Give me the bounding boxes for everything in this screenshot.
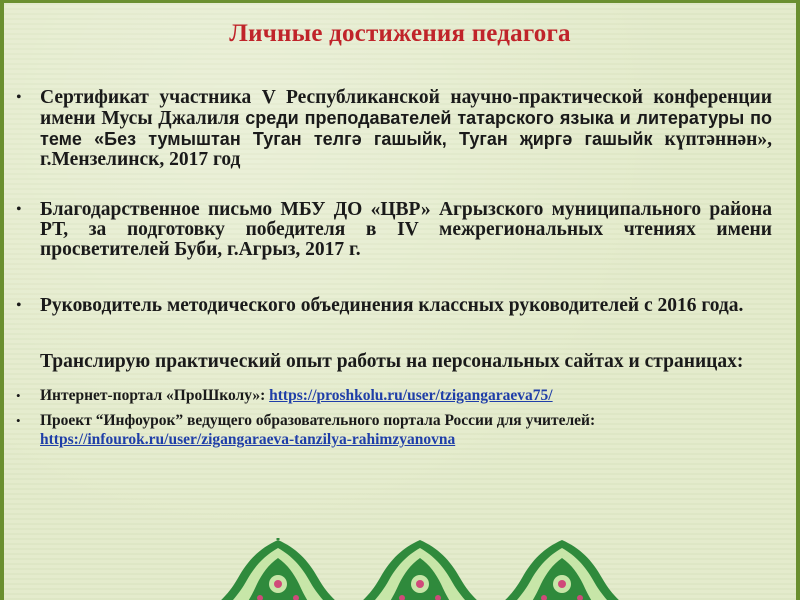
- list-item-text: Благодарственное письмо МБУ ДО «ЦВР» Агрызского муниципального района РТ, за подготовку победителя в IV межрегиональных чтениях имени просветителей Буби, г.Агрыз, 2017 г.: [40, 199, 772, 260]
- bullet-icon: •: [16, 297, 22, 314]
- floral-ornament-icon: [208, 538, 348, 600]
- link-label: Проект “Инфоурок” ведущего образовательного портала России для учителей:: [40, 412, 596, 429]
- bullet-icon: •: [16, 413, 21, 428]
- list-item-link-proshkolu: [14, 386, 772, 405]
- bullet-icon: •: [16, 201, 22, 218]
- list-item-text: Руководитель методического объединения классных руководителей с 2016 года.: [40, 295, 744, 316]
- certificate-text-part1: Сертификат участника V Республиканской научно-практической конференции имени Мусы Джалиля: [40, 87, 772, 129]
- infourok-link[interactable]: https://infourok.ru/user/zigangaraeva-tanzilya-rahimzyanovna: [40, 431, 456, 448]
- certificate-text-part3: күптәннән», г.Мензелинск, 2017 год: [40, 129, 772, 170]
- bullet-icon: •: [16, 89, 22, 106]
- ornament-row: [0, 538, 800, 600]
- list-item-experience: [14, 352, 772, 372]
- list-item-text: Транслирую практический опыт работы на персональных сайтах и страницах:: [40, 351, 744, 372]
- list-item-certificate: [14, 88, 772, 170]
- list-item-gratitude-letter: [14, 200, 772, 260]
- bullet-icon: •: [16, 388, 21, 403]
- list-item-text: [40, 88, 772, 170]
- certificate-text-part2: среди преподавателей татарского языка и литературы по теме «Без тумыштан Туган телгә гашыйк, Туган җиргә гашыйк: [40, 108, 772, 149]
- floral-ornament-icon: [350, 538, 490, 600]
- slide-title: Личные достижения педагога: [229, 20, 571, 47]
- list-item-leader: [14, 296, 772, 316]
- proshkolu-link[interactable]: https://proshkolu.ru/user/tzigangaraeva75/: [269, 387, 553, 404]
- list-item-text: [40, 386, 772, 405]
- floral-ornament-icon: [492, 538, 632, 600]
- list-item-text: [40, 411, 772, 449]
- list-item-link-infourok: [14, 411, 772, 449]
- slide-content: [14, 88, 772, 449]
- link-label: Интернет-портал «ПроШколу»:: [40, 387, 270, 404]
